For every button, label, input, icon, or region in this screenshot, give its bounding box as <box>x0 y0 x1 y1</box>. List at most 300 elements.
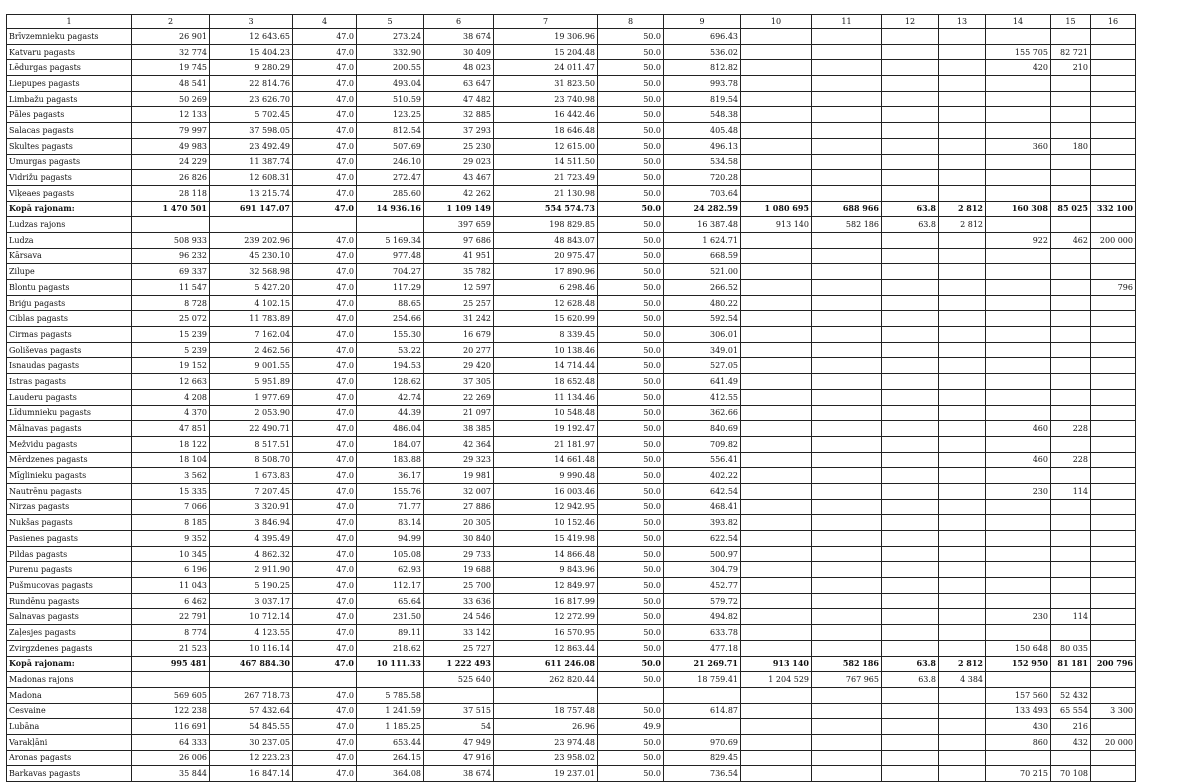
cell-col-14: 460 <box>986 421 1051 437</box>
cell-col-9: 736.54 <box>664 766 741 782</box>
cell-col-5: 285.60 <box>357 185 424 201</box>
cell-col-2: 10 345 <box>132 546 210 562</box>
row-label: Brīvzemnieku pagasts <box>7 29 132 45</box>
cell-col-14 <box>986 248 1051 264</box>
cell-col-4: 47.0 <box>293 327 357 343</box>
table-row <box>7 264 1136 280</box>
cell-col-14 <box>986 154 1051 170</box>
cell-col-12 <box>882 499 939 515</box>
cell-col-13 <box>939 264 986 280</box>
column-header-11: 11 <box>812 15 882 29</box>
cell-col-5: 128.62 <box>357 374 424 390</box>
cell-col-2: 18 104 <box>132 452 210 468</box>
column-header-16: 16 <box>1091 15 1136 29</box>
cell-col-16 <box>1091 91 1136 107</box>
row-label: Lubāna <box>7 719 132 735</box>
cell-col-15 <box>1051 562 1091 578</box>
cell-col-4: 47.0 <box>293 405 357 421</box>
cell-col-8: 50.0 <box>598 217 664 233</box>
cell-col-11 <box>812 107 882 123</box>
cell-col-6: 43 467 <box>424 170 494 186</box>
cell-col-8: 50.0 <box>598 562 664 578</box>
cell-col-12 <box>882 468 939 484</box>
cell-col-6: 47 916 <box>424 750 494 766</box>
cell-col-11 <box>812 421 882 437</box>
cell-col-5: 88.65 <box>357 295 424 311</box>
cell-col-8: 50.0 <box>598 248 664 264</box>
cell-col-13 <box>939 468 986 484</box>
cell-col-11 <box>812 295 882 311</box>
cell-col-2: 5 239 <box>132 342 210 358</box>
cell-col-13 <box>939 374 986 390</box>
column-header-14: 14 <box>986 15 1051 29</box>
cell-col-9: 477.18 <box>664 640 741 656</box>
cell-col-8: 50.0 <box>598 60 664 76</box>
cell-col-13 <box>939 358 986 374</box>
cell-col-7: 12 272.99 <box>494 609 598 625</box>
cell-col-10 <box>741 91 812 107</box>
row-label: Viķeaes pagasts <box>7 185 132 201</box>
cell-col-8: 50.0 <box>598 342 664 358</box>
cell-col-14: 922 <box>986 232 1051 248</box>
cell-col-14: 152 950 <box>986 656 1051 672</box>
cell-col-7: 16 442.46 <box>494 107 598 123</box>
cell-col-11 <box>812 60 882 76</box>
cell-col-14 <box>986 750 1051 766</box>
cell-col-9: 840.69 <box>664 421 741 437</box>
cell-col-4: 47.0 <box>293 452 357 468</box>
cell-col-7: 21 181.97 <box>494 436 598 452</box>
cell-col-2: 11 547 <box>132 280 210 296</box>
total-row <box>7 201 1136 217</box>
cell-col-6: 35 782 <box>424 264 494 280</box>
cell-col-16 <box>1091 546 1136 562</box>
cell-col-16 <box>1091 248 1136 264</box>
cell-col-2: 8 185 <box>132 515 210 531</box>
cell-col-4: 47.0 <box>293 562 357 578</box>
cell-col-9: 970.69 <box>664 734 741 750</box>
cell-col-7: 198 829.85 <box>494 217 598 233</box>
cell-col-13 <box>939 311 986 327</box>
cell-col-12 <box>882 703 939 719</box>
cell-col-10 <box>741 389 812 405</box>
table-row <box>7 327 1136 343</box>
cell-col-7: 14 511.50 <box>494 154 598 170</box>
cell-col-5: 272.47 <box>357 170 424 186</box>
cell-col-8: 50.0 <box>598 170 664 186</box>
cell-col-15 <box>1051 154 1091 170</box>
cell-col-15 <box>1051 264 1091 280</box>
cell-col-16 <box>1091 170 1136 186</box>
cell-col-10 <box>741 483 812 499</box>
cell-col-12 <box>882 123 939 139</box>
cell-col-2: 28 118 <box>132 185 210 201</box>
cell-col-7: 12 615.00 <box>494 138 598 154</box>
cell-col-8: 50.0 <box>598 734 664 750</box>
cell-col-14: 155 705 <box>986 44 1051 60</box>
cell-col-11 <box>812 499 882 515</box>
cell-col-16 <box>1091 217 1136 233</box>
cell-col-3: 23 626.70 <box>210 91 293 107</box>
cell-col-9: 703.64 <box>664 185 741 201</box>
cell-col-15 <box>1051 531 1091 547</box>
cell-col-12 <box>882 327 939 343</box>
cell-col-14: 230 <box>986 483 1051 499</box>
row-label: Mērdzenes pagasts <box>7 452 132 468</box>
cell-col-5: 194.53 <box>357 358 424 374</box>
table-row <box>7 593 1136 609</box>
cell-col-14 <box>986 562 1051 578</box>
cell-col-9: 266.52 <box>664 280 741 296</box>
cell-col-6: 19 981 <box>424 468 494 484</box>
cell-col-11 <box>812 232 882 248</box>
cell-col-5: 10 111.33 <box>357 656 424 672</box>
column-header-5: 5 <box>357 15 424 29</box>
cell-col-8: 50.0 <box>598 29 664 45</box>
table-row <box>7 295 1136 311</box>
cell-col-6: 29 420 <box>424 358 494 374</box>
row-label: Blontu pagasts <box>7 280 132 296</box>
row-label: Zvirgzdenes pagasts <box>7 640 132 656</box>
cell-col-10 <box>741 280 812 296</box>
cell-col-4: 47.0 <box>293 264 357 280</box>
cell-col-15 <box>1051 625 1091 641</box>
cell-col-12 <box>882 170 939 186</box>
cell-col-9: 349.01 <box>664 342 741 358</box>
cell-col-15: 432 <box>1051 734 1091 750</box>
row-label: Mežvidu pagasts <box>7 436 132 452</box>
cell-col-16: 20 000 <box>1091 734 1136 750</box>
cell-col-15 <box>1051 468 1091 484</box>
cell-col-2: 12 133 <box>132 107 210 123</box>
cell-col-12 <box>882 44 939 60</box>
cell-col-4 <box>293 217 357 233</box>
cell-col-7: 16 003.46 <box>494 483 598 499</box>
cell-col-12 <box>882 374 939 390</box>
cell-col-3: 12 643.65 <box>210 29 293 45</box>
cell-col-10 <box>741 452 812 468</box>
table-row <box>7 546 1136 562</box>
cell-col-15 <box>1051 342 1091 358</box>
cell-col-6: 38 674 <box>424 766 494 782</box>
cell-col-9: 556.41 <box>664 452 741 468</box>
cell-col-14 <box>986 578 1051 594</box>
cell-col-10 <box>741 232 812 248</box>
cell-col-6: 32 885 <box>424 107 494 123</box>
cell-col-9: 452.77 <box>664 578 741 594</box>
cell-col-9: 812.82 <box>664 60 741 76</box>
cell-col-3: 7 207.45 <box>210 483 293 499</box>
row-label: Rundēnu pagasts <box>7 593 132 609</box>
cell-col-11 <box>812 280 882 296</box>
cell-col-9: 548.38 <box>664 107 741 123</box>
cell-col-6: 41 951 <box>424 248 494 264</box>
cell-col-11 <box>812 264 882 280</box>
cell-col-14: 150 648 <box>986 640 1051 656</box>
cell-col-15 <box>1051 91 1091 107</box>
cell-col-12 <box>882 483 939 499</box>
cell-col-15 <box>1051 123 1091 139</box>
cell-col-13: 2 812 <box>939 201 986 217</box>
cell-col-7: 23 740.98 <box>494 91 598 107</box>
cell-col-3: 15 404.23 <box>210 44 293 60</box>
row-label: Limbažu pagasts <box>7 91 132 107</box>
cell-col-6: 63 647 <box>424 76 494 92</box>
cell-col-9: 633.78 <box>664 625 741 641</box>
cell-col-4: 47.0 <box>293 703 357 719</box>
cell-col-3: 5 190.25 <box>210 578 293 594</box>
cell-col-14: 360 <box>986 138 1051 154</box>
cell-col-12 <box>882 280 939 296</box>
cell-col-5: 704.27 <box>357 264 424 280</box>
cell-col-10: 1 204 529 <box>741 672 812 688</box>
cell-col-6: 29 323 <box>424 452 494 468</box>
cell-col-5: 200.55 <box>357 60 424 76</box>
cell-col-15 <box>1051 295 1091 311</box>
cell-col-8: 50.0 <box>598 327 664 343</box>
cell-col-8: 50.0 <box>598 672 664 688</box>
table-row <box>7 405 1136 421</box>
cell-col-15 <box>1051 185 1091 201</box>
row-label: Kārsava <box>7 248 132 264</box>
cell-col-5: 246.10 <box>357 154 424 170</box>
cell-col-16 <box>1091 154 1136 170</box>
cell-col-13 <box>939 562 986 578</box>
cell-col-6: 29 733 <box>424 546 494 562</box>
cell-col-4: 47.0 <box>293 766 357 782</box>
cell-col-6: 37 293 <box>424 123 494 139</box>
cell-col-6: 19 688 <box>424 562 494 578</box>
cell-col-13 <box>939 531 986 547</box>
cell-col-9: 402.22 <box>664 468 741 484</box>
cell-col-2: 995 481 <box>132 656 210 672</box>
cell-col-9: 494.82 <box>664 609 741 625</box>
cell-col-13 <box>939 60 986 76</box>
cell-col-2: 24 229 <box>132 154 210 170</box>
cell-col-14 <box>986 170 1051 186</box>
cell-col-3: 4 862.32 <box>210 546 293 562</box>
cell-col-6: 525 640 <box>424 672 494 688</box>
cell-col-8: 50.0 <box>598 185 664 201</box>
cell-col-11 <box>812 546 882 562</box>
column-header-9: 9 <box>664 15 741 29</box>
cell-col-10 <box>741 609 812 625</box>
cell-col-14: 157 560 <box>986 687 1051 703</box>
cell-col-6: 12 597 <box>424 280 494 296</box>
cell-col-12 <box>882 405 939 421</box>
cell-col-11 <box>812 609 882 625</box>
cell-col-5: 332.90 <box>357 44 424 60</box>
cell-col-7: 15 620.99 <box>494 311 598 327</box>
cell-col-11 <box>812 29 882 45</box>
cell-col-7: 20 975.47 <box>494 248 598 264</box>
cell-col-6: 47 482 <box>424 91 494 107</box>
table-row <box>7 374 1136 390</box>
cell-col-13 <box>939 609 986 625</box>
cell-col-4: 47.0 <box>293 201 357 217</box>
cell-col-9: 696.43 <box>664 29 741 45</box>
cell-col-16 <box>1091 185 1136 201</box>
cell-col-6: 37 305 <box>424 374 494 390</box>
table-row <box>7 138 1136 154</box>
cell-col-9: 536.02 <box>664 44 741 60</box>
table-row <box>7 280 1136 296</box>
cell-col-7: 14 866.48 <box>494 546 598 562</box>
table-body <box>7 29 1136 782</box>
cell-col-14 <box>986 91 1051 107</box>
cell-col-5: 71.77 <box>357 499 424 515</box>
cell-col-7: 16 570.95 <box>494 625 598 641</box>
cell-col-11 <box>812 389 882 405</box>
cell-col-2: 508 933 <box>132 232 210 248</box>
cell-col-5: 1 241.59 <box>357 703 424 719</box>
cell-col-2: 64 333 <box>132 734 210 750</box>
cell-col-3: 45 230.10 <box>210 248 293 264</box>
cell-col-2: 6 462 <box>132 593 210 609</box>
cell-col-6: 25 700 <box>424 578 494 594</box>
cell-col-9: 304.79 <box>664 562 741 578</box>
table-row <box>7 107 1136 123</box>
cell-col-4: 47.0 <box>293 138 357 154</box>
row-label: Lēdurgas pagasts <box>7 60 132 76</box>
table-row <box>7 91 1136 107</box>
row-label: Zaļesjes pagasts <box>7 625 132 641</box>
cell-col-11 <box>812 703 882 719</box>
cell-col-4: 47.0 <box>293 499 357 515</box>
cell-col-12 <box>882 593 939 609</box>
cell-col-15: 80 035 <box>1051 640 1091 656</box>
cell-col-9: 1 624.71 <box>664 232 741 248</box>
cell-col-4: 47.0 <box>293 374 357 390</box>
cell-col-9: 405.48 <box>664 123 741 139</box>
cell-col-15: 228 <box>1051 421 1091 437</box>
cell-col-8: 50.0 <box>598 123 664 139</box>
cell-col-6: 27 886 <box>424 499 494 515</box>
cell-col-10 <box>741 311 812 327</box>
cell-col-4: 47.0 <box>293 531 357 547</box>
table-row <box>7 436 1136 452</box>
cell-col-14 <box>986 436 1051 452</box>
cell-col-2: 21 523 <box>132 640 210 656</box>
cell-col-2: 569 605 <box>132 687 210 703</box>
cell-col-2: 69 337 <box>132 264 210 280</box>
cell-col-14: 230 <box>986 609 1051 625</box>
cell-col-12 <box>882 578 939 594</box>
cell-col-10: 1 080 695 <box>741 201 812 217</box>
cell-col-6: 33 636 <box>424 593 494 609</box>
cell-col-13 <box>939 625 986 641</box>
cell-col-8: 50.0 <box>598 154 664 170</box>
cell-col-7: 26.96 <box>494 719 598 735</box>
cell-col-10 <box>741 185 812 201</box>
cell-col-10: 913 140 <box>741 656 812 672</box>
cell-col-4: 47.0 <box>293 515 357 531</box>
cell-col-5: 231.50 <box>357 609 424 625</box>
cell-col-14: 133 493 <box>986 703 1051 719</box>
cell-col-16 <box>1091 389 1136 405</box>
cell-col-3: 16 847.14 <box>210 766 293 782</box>
cell-col-16 <box>1091 687 1136 703</box>
cell-col-9: 829.45 <box>664 750 741 766</box>
cell-col-4: 47.0 <box>293 578 357 594</box>
cell-col-12: 63.8 <box>882 656 939 672</box>
row-label: Aronas pagasts <box>7 750 132 766</box>
cell-col-3: 7 162.04 <box>210 327 293 343</box>
cell-col-16 <box>1091 609 1136 625</box>
cell-col-8: 50.0 <box>598 389 664 405</box>
cell-col-13 <box>939 138 986 154</box>
data-table <box>6 14 1136 782</box>
cell-col-14 <box>986 499 1051 515</box>
cell-col-11 <box>812 468 882 484</box>
cell-col-13 <box>939 44 986 60</box>
cell-col-2: 6 196 <box>132 562 210 578</box>
cell-col-11 <box>812 76 882 92</box>
cell-col-15 <box>1051 578 1091 594</box>
cell-col-6: 38 385 <box>424 421 494 437</box>
cell-col-11 <box>812 719 882 735</box>
cell-col-12 <box>882 295 939 311</box>
cell-col-9: 362.66 <box>664 405 741 421</box>
cell-col-8: 50.0 <box>598 76 664 92</box>
cell-col-7: 21 723.49 <box>494 170 598 186</box>
cell-col-2: 1 470 501 <box>132 201 210 217</box>
row-label: Isnaudas pagasts <box>7 358 132 374</box>
cell-col-16: 796 <box>1091 280 1136 296</box>
cell-col-16 <box>1091 452 1136 468</box>
cell-col-13 <box>939 389 986 405</box>
table-row <box>7 703 1136 719</box>
cell-col-7: 19 306.96 <box>494 29 598 45</box>
cell-col-8: 50.0 <box>598 421 664 437</box>
cell-col-10 <box>741 562 812 578</box>
table-row <box>7 562 1136 578</box>
cell-col-16: 200 796 <box>1091 656 1136 672</box>
cell-col-5: 264.15 <box>357 750 424 766</box>
cell-col-2: 19 745 <box>132 60 210 76</box>
table-row <box>7 609 1136 625</box>
cell-col-12 <box>882 750 939 766</box>
cell-col-9 <box>664 719 741 735</box>
cell-col-3: 3 320.91 <box>210 499 293 515</box>
cell-col-15 <box>1051 217 1091 233</box>
cell-col-16: 332 100 <box>1091 201 1136 217</box>
cell-col-16 <box>1091 515 1136 531</box>
row-label: Pildas pagasts <box>7 546 132 562</box>
row-label: Salnavas pagasts <box>7 609 132 625</box>
cell-col-5 <box>357 672 424 688</box>
row-label: Goliševas pagasts <box>7 342 132 358</box>
cell-col-6: 16 679 <box>424 327 494 343</box>
cell-col-13 <box>939 421 986 437</box>
cell-col-13 <box>939 280 986 296</box>
cell-col-7: 14 661.48 <box>494 452 598 468</box>
cell-col-13: 2 812 <box>939 656 986 672</box>
cell-col-5: 812.54 <box>357 123 424 139</box>
cell-col-12 <box>882 687 939 703</box>
cell-col-5: 507.69 <box>357 138 424 154</box>
row-label: Pasienes pagasts <box>7 531 132 547</box>
cell-col-6: 29 023 <box>424 154 494 170</box>
row-label: Cirmas pagasts <box>7 327 132 343</box>
cell-col-8: 50.0 <box>598 515 664 531</box>
table-row <box>7 766 1136 782</box>
cell-col-8: 50.0 <box>598 295 664 311</box>
cell-col-6: 22 269 <box>424 389 494 405</box>
cell-col-3: 32 568.98 <box>210 264 293 280</box>
cell-col-3: 5 951.89 <box>210 374 293 390</box>
table-row <box>7 154 1136 170</box>
